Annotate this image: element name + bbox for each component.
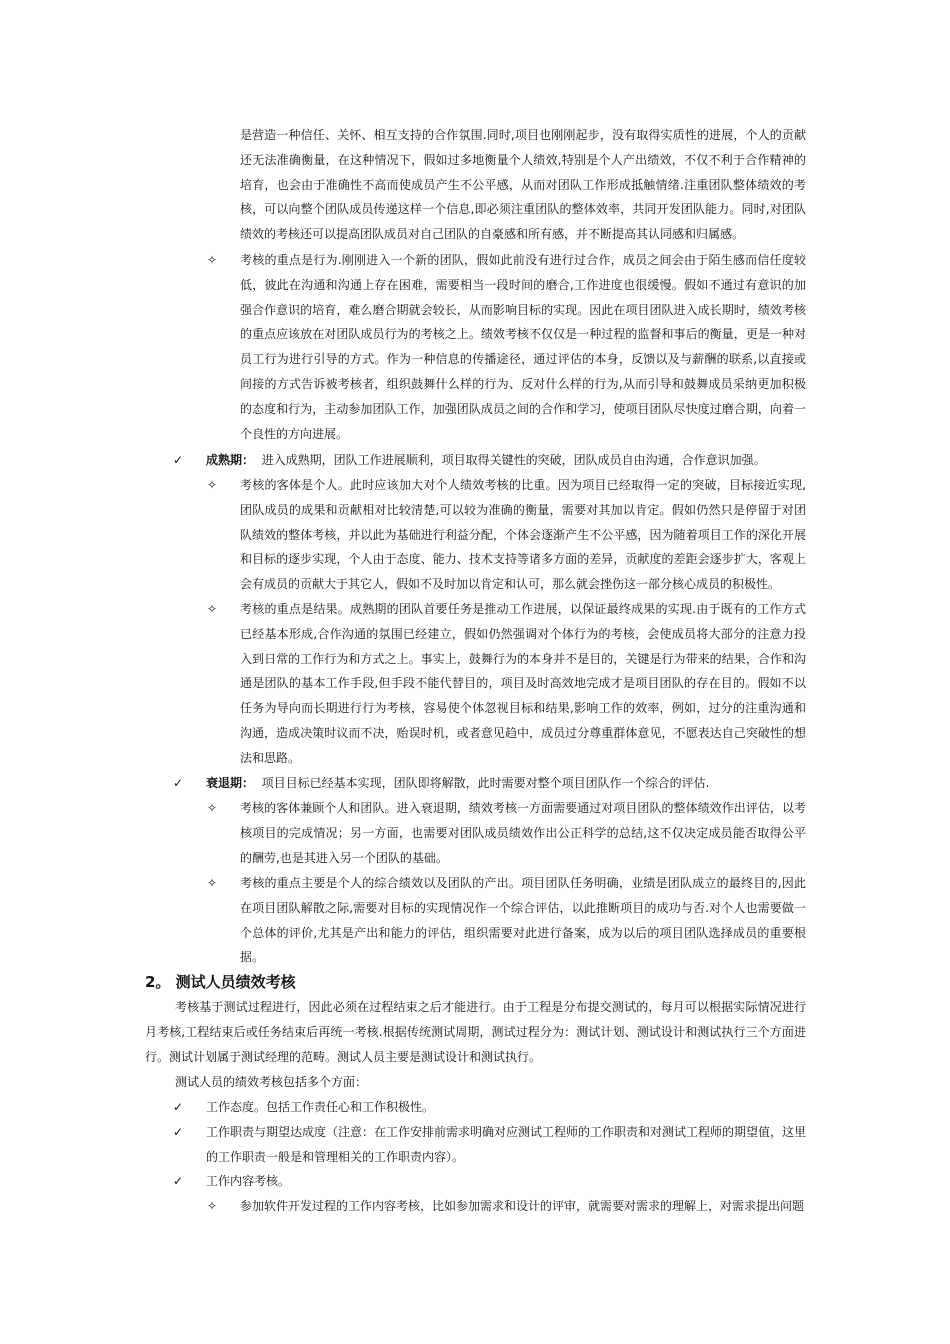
text-line: 沟通，造成决策时议而不决，贻误时机，或者意见趋中，成员过分尊重群体意见，不愿表达自己突破性的想 [240, 725, 806, 740]
list-item-work-content [206, 1169, 806, 1194]
diamond-bullet-icon: ✧ [207, 253, 218, 267]
paragraph-behavior-focus [240, 248, 806, 446]
text-line: 考核的客体兼顾个人和团队。进入衰退期，绩效考核一方面需要通过对项目团队的整体绩效作出评估，以考 [240, 801, 806, 815]
stage-label-decline: 衰退期： [206, 776, 255, 790]
text-line: 低，彼此在沟通和沟通上存在困难，需要相当一段时间的磨合,工作进度也很缓慢。假如不通过有意识的加 [240, 277, 806, 292]
check-bullet-icon: ✓ [173, 453, 184, 467]
check-bullet-icon: ✓ [173, 776, 184, 790]
paragraph-decline-stage [206, 771, 806, 796]
text-line: 任务为导向而长期进行行为考核，容易使个体忽视目标和结果,影响工作的效率，例如，过分的注重沟通和 [240, 701, 806, 716]
check-bullet-icon: ✓ [173, 1125, 184, 1139]
section-heading: 2。 测试人员绩效考核 [145, 973, 296, 991]
list-item-job-duties [206, 1120, 806, 1170]
paragraph-maturity-stage [206, 448, 806, 473]
text-line: 间接的方式告诉被考核者，组织鼓舞什么样的行为、反对什么样的行为,从而引导和鼓舞成员采纳更加积极 [240, 376, 806, 391]
check-bullet-icon: ✓ [173, 1100, 184, 1114]
text-line: 月考核,工程结束后或任务结束后再统一考核.根据传统测试周期，测试过程分为：测试计划、测试设计和测试执行三个方面进 [145, 1024, 806, 1039]
text-line: 是营造一种信任、关怀、相互支持的合作氛围.同时,项目也刚刚起步，没有取得实质性的进展，个人的贡献 [240, 128, 806, 142]
paragraph-tester-intro [145, 995, 806, 1069]
text-line: 个总体的评价,尤其是产出和能力的评估，组织需要对此进行备案，成为以后的项目团队选择成员的重要根 [240, 925, 806, 940]
diamond-bullet-icon: ✧ [207, 876, 218, 890]
text-line: 核项目的完成情况；另一方面，也需要对团队成员绩效作出公正科学的总结,这不仅决定成员能否取得公平 [240, 825, 806, 840]
paragraph-aspects-intro [175, 1070, 806, 1095]
text-line: 考核的客体是个人。此时应该加大对个人绩效考核的比重。因为项目已经取得一定的突破，目标接近实现, [240, 478, 806, 492]
text-line: 考核的重点是结果。成熟期的团队首要任务是推动工作进展，以保证最终成果的实现.由于既有的工作方式 [240, 602, 806, 616]
text-line: 行。测试计划属于测试经理的范畴。测试人员主要是测试设计和测试执行。 [145, 1049, 542, 1064]
text-line: 考核的重点主要是个人的综合绩效以及团队的产出。项目团队任务明确，业绩是团队成立的最终目的,因此 [240, 876, 806, 890]
text-line: 绩效的考核还可以提高团队成员对自己团队的自豪感和所有感，并不断提高其认同感和归属感。 [240, 227, 745, 242]
diamond-bullet-icon: ✧ [207, 1199, 218, 1213]
text-line: 工作职责与期望达成度（注意：在工作安排前需求明确对应测试工程师的工作职责和对测试工程师的期望值，这里 [206, 1125, 807, 1139]
text-line: 培育，也会由于准确性不高而使成员产生不公平感，从而对团队工作形成抵触情绪.注重团队整体绩效的考 [240, 177, 806, 192]
paragraph-dev-process-review [240, 1194, 806, 1219]
stage-text-maturity: 进入成熟期，团队工作进展顺利，项目取得关键性的突破，团队成员自由沟通，合作意识加强。 [261, 453, 766, 467]
text-line: 的重点应该放在对团队成员行为的考核之上。绩效考核不仅仅是一种过程的监督和事后的衡量，更是一种对 [240, 327, 806, 342]
stage-text-decline: 项目目标已经基本实现，团队即将解散，此时需要对整个项目团队作一个综合的评估. [261, 776, 710, 790]
paragraph-individual-subject [240, 473, 806, 597]
paragraph-comprehensive-performance [240, 871, 806, 970]
text-line: 团队成员的成果和贡献相对比较清楚,可以较为准确的衡量，需要对其加以肯定。假如仍然只是停留于对团 [240, 502, 806, 517]
paragraph-result-focus [240, 597, 806, 771]
text-line: 法和思路。 [240, 750, 301, 765]
text-line: 个良性的方向进展。 [240, 426, 349, 441]
text-line: 员工行为进行引导的方式。作为一种信息的传播途径，通过评估的本身，反馈以及与薪酬的联系,以直接或 [240, 352, 806, 367]
stage-label-maturity: 成熟期： [206, 453, 255, 467]
text-line: 还无法准确衡量，在这种情况下，假如过多地衡量个人绩效,特别是个人产出绩效，不仅不利于合作精神的 [240, 152, 806, 167]
text-line: 核，可以向整个团队成员传递这样一个信息,即必须注重团队的整体效率，共同开发团队能力。同时,对团队 [240, 202, 806, 217]
text-line: 据。 [240, 950, 265, 965]
text-line: 工作内容考核。 [206, 1174, 291, 1188]
text-line: 的工作职责一般是和管理相关的工作职责内容）。 [206, 1149, 465, 1164]
text-line: 的酬劳,也是其进入另一个团队的基础。 [240, 850, 448, 865]
text-line: 和目标的逐步实现，个人由于态度、能力、技术支持等诸多方面的差异，贡献度的差距会逐步扩大，客观上 [240, 552, 806, 567]
diamond-bullet-icon: ✧ [207, 478, 218, 492]
text-line: 会有成员的贡献大于其它人，假如不及时加以肯定和认可，那么就会挫伤这一部分核心成员的积极性。 [240, 577, 781, 592]
list-item-work-attitude [206, 1095, 806, 1120]
text-line: 工作态度。包括工作责任心和工作积极性。 [206, 1100, 435, 1114]
text-line: 已经基本形成,合作沟通的氛围已经建立，假如仍然强调对个体行为的考核，会使成员将大部分的注意力投 [240, 626, 806, 641]
text-line: 考核基于测试过程进行，因此必须在过程结束之后才能进行。由于工程是分布提交测试的，每月可以根据实际情况进行 [175, 1000, 806, 1014]
paragraph-individual-and-team [240, 796, 806, 870]
text-line: 队绩效的整体考核，并以此为基础进行利益分配，个体会逐渐产生不公平感，因为随着项目工作的深化开展 [240, 527, 806, 542]
diamond-bullet-icon: ✧ [207, 602, 218, 616]
text-line: 测试人员的绩效考核包括多个方面： [175, 1075, 368, 1089]
text-line: 的态度和行为，主动参加团队工作，加强团队成员之间的合作和学习，使项目团队尽快度过磨合期，向着一 [240, 401, 806, 416]
text-line: 参加软件开发过程的工作内容考核，比如参加需求和设计的评审，就需要对需求的理解上，对需求提出问题 [240, 1199, 805, 1213]
paragraph-team-cooperation [240, 123, 806, 247]
text-line: 考核的重点是行为.刚刚进入一个新的团队，假如此前没有进行过合作，成员之间会由于陌生感而信任度较 [240, 253, 806, 267]
text-line: 通是团队的基本工作手段,但手段不能代替目的，项目及时高效地完成才是项目团队的存在目的。假如不以 [240, 676, 806, 691]
text-line: 在项目团队解散之际,需要对目标的实现情况作一个综合评估，以此推断项目的成功与否.对个人也需要做一 [240, 900, 806, 915]
check-bullet-icon: ✓ [173, 1174, 184, 1188]
text-line: 入到日常的工作行为和方式之上。事实上，鼓舞行为的本身并不是目的，关键是行为带来的结果，合作和沟 [240, 651, 806, 666]
diamond-bullet-icon: ✧ [207, 801, 218, 815]
text-line: 强合作意识的培育，难么磨合期就会较长，从而影响目标的实现。因此在项目团队进入成长期时，绩效考核 [240, 302, 806, 317]
